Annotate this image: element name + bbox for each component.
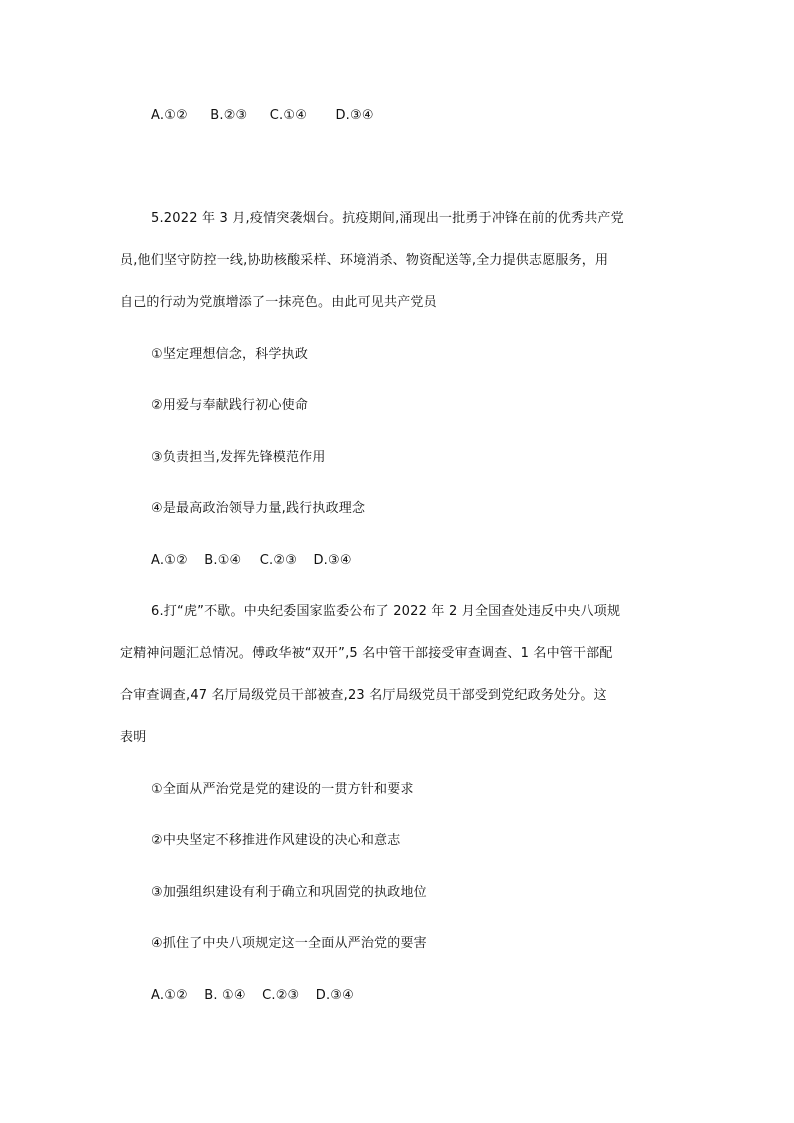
q6-option-a: A.①②	[151, 988, 188, 1003]
q5-options	[151, 552, 352, 570]
q5-stem-line-2: 员,他们坚守防控一线,协助核酸采样、环境消杀、物资配送等,全力提供志愿服务，用	[120, 253, 609, 268]
q6-item-1: ①全面从严治党是党的建设的一贯方针和要求	[151, 782, 414, 797]
q4-option-a: A.①②	[151, 108, 188, 123]
q6-stem-line-3: 合审查调查,47 名厅局级党员干部被查,23 名厅局级党员干部受到党纪政务处分。这	[120, 688, 607, 703]
q5-item-3: ③负责担当,发挥先锋模范作用	[151, 450, 326, 465]
q6-option-d: D.③④	[315, 988, 355, 1003]
q5-stem-line-3: 自己的行动为党旗增添了一抹亮色。由此可见共产党员	[120, 295, 437, 310]
q4-option-c: C.①④	[269, 108, 308, 123]
q6-options	[151, 987, 354, 1005]
q5-option-d: D.③④	[313, 553, 352, 568]
q5-item-2: ②用爱与奉献践行初心使命	[151, 398, 309, 413]
q5-option-c: C.②③	[259, 553, 298, 568]
q6-stem-line-2: 定精神问题汇总情况。傅政华被“双开”,5 名中管干部接受审查调查、1 名中管干部配	[120, 646, 613, 661]
q5-item-4: ④是最高政治领导力量,践行执政理念	[151, 501, 366, 516]
q5-stem-line-1: 5.2022 年 3 月,疫情突袭烟台。抗疫期间,涌现出一批勇于冲锋在前的优秀共产党	[151, 211, 624, 226]
q6-item-3: ③加强组织建设有利于确立和巩固党的执政地位	[151, 885, 427, 900]
q6-option-c: C.②③	[262, 988, 300, 1003]
q5-item-1: ①坚定理想信念，科学执政	[151, 347, 309, 362]
q4-option-b: B.②③	[210, 108, 248, 123]
q6-stem-line-1: 6.打“虎”不歇。中央纪委国家监委公布了 2022 年 2 月全国查处违反中央八项规	[151, 604, 621, 619]
q6-item-4: ④抓住了中央八项规定这一全面从严治党的要害	[151, 936, 427, 951]
q6-item-2: ②中央坚定不移推进作风建设的决心和意志	[151, 833, 401, 848]
q4-options	[151, 107, 374, 125]
q6-stem-line-4: 表明	[120, 730, 147, 745]
q5-option-a: A.①②	[151, 553, 188, 568]
q4-option-d: D.③④	[335, 108, 374, 123]
q5-option-b: B.①④	[204, 553, 242, 568]
q6-option-b: B. ①④	[204, 988, 246, 1003]
